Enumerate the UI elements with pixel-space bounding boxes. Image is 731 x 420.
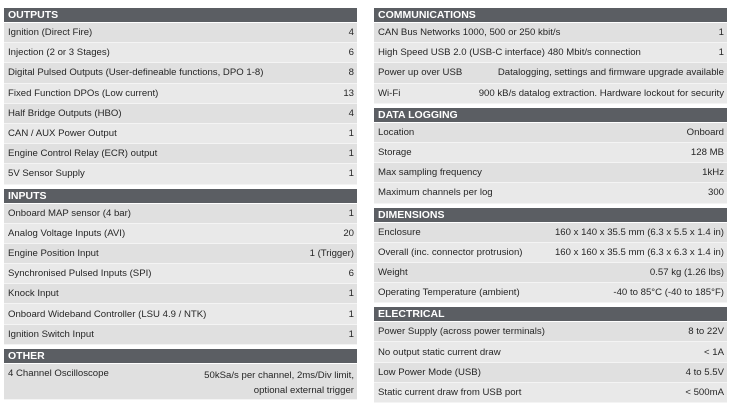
section-communications [374, 8, 727, 104]
spec-label: Onboard Wideband Controller (LSU 4.9 / NTK) [8, 308, 207, 320]
spec-label: High Speed USB 2.0 (USB-C interface) 480 Mbit/s connection [378, 47, 641, 59]
spec-rows [374, 223, 727, 304]
spec-label: Location [378, 126, 415, 138]
spec-value: 1 [348, 168, 354, 180]
spec-row [374, 342, 727, 362]
section-other [4, 349, 357, 400]
spec-value: 4 to 5.5V [685, 366, 724, 378]
spec-value: 1 [348, 148, 354, 160]
spec-value: 160 x 160 x 35.5 mm (6.3 x 6.3 x 1.4 in) [554, 246, 724, 258]
right-spec-column [374, 8, 727, 407]
spec-label: Knock Input [8, 288, 59, 300]
spec-label: Max sampling frequency [378, 167, 482, 179]
section-header: DIMENSIONS [374, 208, 727, 222]
spec-row [4, 325, 357, 345]
spec-value: 900 kB/s datalog extraction. Hardware lockout for security [478, 87, 724, 99]
spec-row [374, 243, 727, 263]
spec-row [374, 43, 727, 63]
spec-value: 1 [348, 128, 354, 140]
spec-label: Overall (inc. connector protrusion) [378, 246, 523, 258]
spec-rows [4, 204, 357, 345]
spec-value: 128 MB [690, 147, 724, 159]
spec-rows [4, 364, 357, 400]
section-header: DATA LOGGING [374, 108, 727, 122]
left-spec-column [4, 8, 357, 404]
spec-label: Ignition Switch Input [8, 328, 94, 340]
spec-row [4, 364, 357, 400]
spec-label: Ignition (Direct Fire) [8, 27, 93, 39]
spec-value: 1 [348, 207, 354, 219]
spec-label: Engine Position Input [8, 247, 99, 259]
spec-row [374, 163, 727, 183]
section-header: OUTPUTS [4, 8, 357, 22]
section-header: COMMUNICATIONS [374, 8, 727, 22]
spec-value: Onboard [686, 126, 724, 138]
spec-label: Engine Control Relay (ECR) output [8, 148, 158, 160]
spec-row [4, 204, 357, 224]
spec-label: Weight [378, 266, 408, 278]
spec-row [374, 84, 727, 104]
spec-label: Analog Voltage Inputs (AVI) [8, 227, 126, 239]
spec-rows [374, 23, 727, 104]
spec-value: 1 [348, 328, 354, 340]
spec-label: CAN Bus Networks 1000, 500 or 250 kbit/s [378, 27, 561, 39]
spec-row [4, 304, 357, 324]
spec-rows [374, 123, 727, 204]
spec-row [4, 43, 357, 63]
spec-value: 160 x 140 x 35.5 mm (6.3 x 5.5 x 1.4 in) [554, 226, 724, 238]
spec-row [374, 383, 727, 403]
spec-label: Storage [378, 147, 412, 159]
spec-row [4, 23, 357, 43]
spec-row [4, 224, 357, 244]
spec-row [4, 84, 357, 104]
spec-value: 0.57 kg (1.26 lbs) [649, 266, 724, 278]
spec-value: 8 to 22V [688, 326, 724, 338]
spec-row [4, 104, 357, 124]
spec-label: CAN / AUX Power Output [8, 128, 117, 140]
spec-label: Wi-Fi [378, 87, 401, 99]
spec-value: 20 [343, 227, 354, 239]
spec-label: Synchronised Pulsed Inputs (SPI) [8, 268, 152, 280]
spec-row [374, 123, 727, 143]
spec-row [374, 363, 727, 383]
spec-value: Datalogging, settings and firmware upgrade available [497, 67, 724, 79]
spec-value: 6 [348, 47, 354, 59]
spec-label: 5V Sensor Supply [8, 168, 85, 180]
spec-value: 1 [718, 47, 724, 59]
spec-row [374, 263, 727, 283]
spec-label: Maximum channels per log [378, 187, 493, 199]
spec-label: Operating Temperature (ambient) [378, 287, 520, 299]
spec-row [4, 264, 357, 284]
spec-value: 8 [348, 67, 354, 79]
spec-label: Onboard MAP sensor (4 bar) [8, 207, 131, 219]
spec-row [374, 143, 727, 163]
section-header: OTHER [4, 349, 357, 363]
spec-row [4, 284, 357, 304]
spec-row [4, 63, 357, 83]
spec-value: 50kSa/s per channel, 2ms/Div limit, optional external trigger [204, 369, 354, 396]
spec-row [374, 23, 727, 43]
spec-value: < 500mA [685, 386, 724, 398]
spec-value: 1 [718, 27, 724, 39]
spec-value: 1 (Trigger) [309, 247, 354, 259]
spec-row [4, 144, 357, 164]
spec-value: 4 [348, 107, 354, 119]
spec-row [374, 63, 727, 83]
spec-row [4, 124, 357, 144]
section-header: ELECTRICAL [374, 307, 727, 321]
spec-row [4, 244, 357, 264]
section-electrical [374, 307, 727, 403]
spec-rows [4, 23, 357, 185]
spec-label: Enclosure [378, 226, 421, 238]
spec-label: Half Bridge Outputs (HBO) [8, 107, 122, 119]
spec-label: 4 Channel Oscilloscope [8, 367, 109, 379]
spec-label: Fixed Function DPOs (Low current) [8, 87, 159, 99]
section-header: INPUTS [4, 189, 357, 203]
spec-value: < 1A [703, 346, 724, 358]
spec-row [374, 183, 727, 203]
spec-value: 300 [707, 187, 724, 199]
spec-value: 1kHz [702, 167, 724, 179]
spec-label: Digital Pulsed Outputs (User-defineable functions, DPO 1-8) [8, 67, 264, 79]
spec-row [4, 164, 357, 184]
spec-label: Injection (2 or 3 Stages) [8, 47, 110, 59]
spec-value: 1 [348, 308, 354, 320]
section-dimensions [374, 208, 727, 304]
spec-rows [374, 322, 727, 403]
spec-label: Power up over USB [378, 67, 463, 79]
spec-value: 13 [343, 87, 354, 99]
spec-value: 6 [348, 268, 354, 280]
spec-label: No output static current draw [378, 346, 501, 358]
spec-row [374, 283, 727, 303]
spec-value: -40 to 85°C (-40 to 185°F) [613, 287, 724, 299]
spec-row [374, 223, 727, 243]
section-inputs [4, 189, 357, 345]
section-data-logging [374, 108, 727, 204]
section-outputs [4, 8, 357, 185]
spec-row [374, 322, 727, 342]
spec-value: 1 [348, 288, 354, 300]
spec-label: Low Power Mode (USB) [378, 366, 481, 378]
spec-value: 4 [348, 27, 354, 39]
spec-label: Static current draw from USB port [378, 386, 522, 398]
spec-label: Power Supply (across power terminals) [378, 326, 545, 338]
